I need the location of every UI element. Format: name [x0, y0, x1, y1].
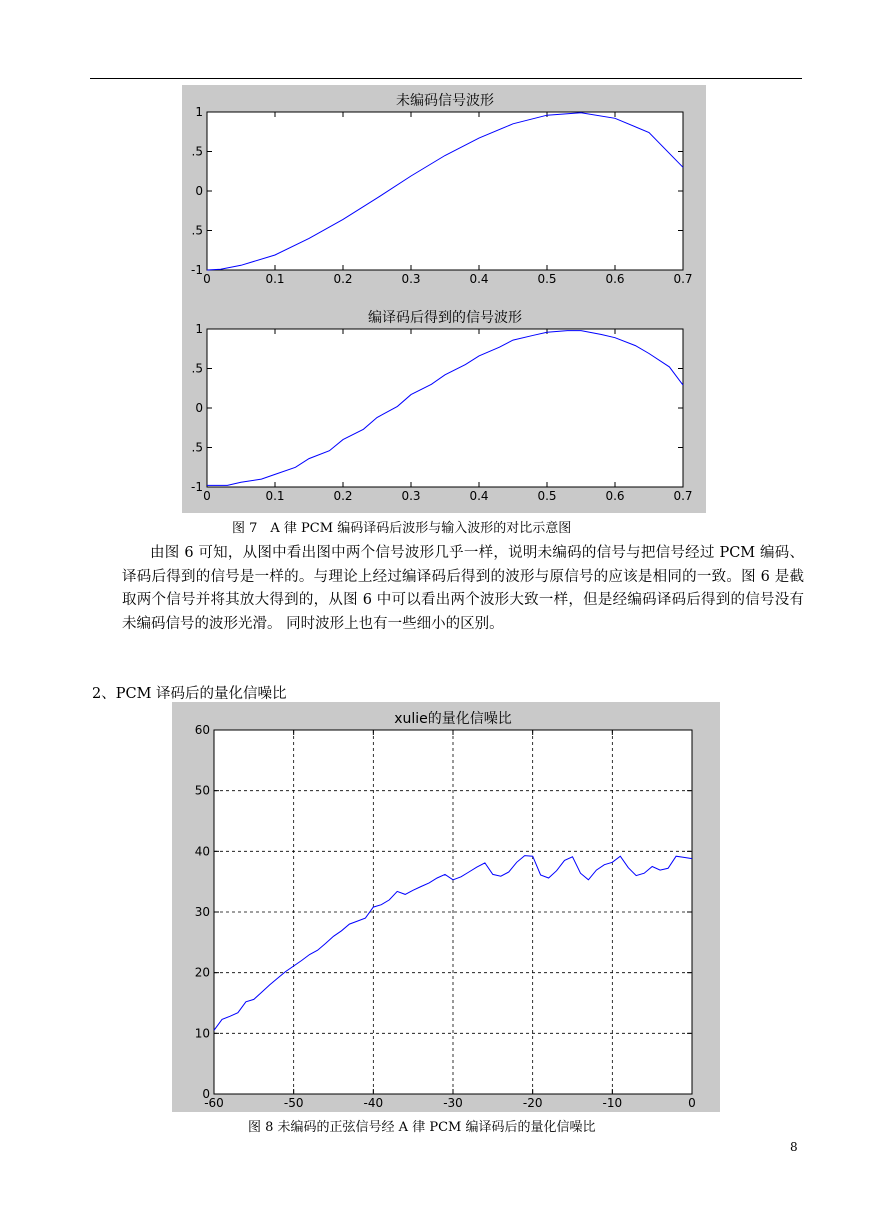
top-plot-y-tick-label: .5: [191, 144, 203, 159]
bottom-plot-y-tick-label: .5: [191, 440, 203, 455]
bottom-plot-y-tick-label: -1: [191, 480, 203, 494]
top-plot-x-tick-label: 0.5: [537, 272, 557, 286]
snr-plot-y-tick-label: 10: [194, 1026, 210, 1041]
bottom-plot-x-tick-label: 0.4: [469, 489, 489, 503]
bottom-plot-x-tick-label: 0.1: [265, 489, 285, 503]
top-plot-x-tick-label: 0.2: [333, 272, 353, 286]
page-number: 8: [790, 1140, 798, 1154]
top-plot-y-tick-label: -1: [191, 263, 203, 277]
paragraph-text: 由图 6 可知，从图中看出图中两个信号波形几乎一样，说明未编码的信号与把信号经过 PCM 编码、译码后得到的信号是一样的。与理论上经过编译码后得到的波形与原信号的应该是相同的一致。图 6 是截取两个信号并将其放大得到的，从图 6 中可以看出两个波形大致一样，但是经编码译码后得到的信号没有未编码信号的波形光滑。 同时波形上也有一些细小的区别。: [122, 545, 804, 632]
top-plot-x-tick-label: 0: [203, 272, 211, 286]
snr-plot-y-tick-label: 0: [202, 1087, 210, 1101]
bottom-plot-plot-area: [207, 329, 683, 487]
snr-plot-y-tick-label: 40: [194, 844, 210, 859]
bottom-plot-x-tick-label: 0.2: [333, 489, 353, 503]
bottom-plot-x-tick-label: 0.3: [401, 489, 421, 503]
figure-7-caption: 图 7 A 律 PCM 编码译码后波形与输入波形的对比示意图: [232, 521, 572, 536]
snr-plot-y-tick-label: 20: [194, 965, 210, 980]
snr-plot-x-tick-label: -30: [443, 1096, 463, 1110]
figure-7-plots: [182, 85, 706, 513]
body-paragraph: [122, 542, 804, 636]
figure-8: [172, 702, 720, 1112]
bottom-plot-y-tick-label: 0: [195, 401, 203, 415]
figure-8-caption: 图 8 未编码的正弦信号经 A 律 PCM 编译码后的量化信噪比: [248, 1120, 596, 1135]
top-plot-x-tick-label: 0.6: [605, 272, 625, 286]
top-plot-x-tick-label: 0.3: [401, 272, 421, 286]
top-plot-plot-area: [207, 112, 683, 270]
snr-plot-title: xulie的量化信噪比: [394, 711, 512, 727]
snr-plot-x-tick-label: -10: [602, 1096, 623, 1110]
bottom-plot-x-tick-label: 0.6: [605, 489, 625, 503]
header-rule: [90, 78, 802, 79]
snr-plot-y-tick-label: 60: [194, 723, 210, 737]
bottom-plot-y-tick-label: 1: [195, 322, 203, 336]
bottom-plot-y-tick-label: .5: [191, 361, 203, 376]
snr-plot-y-tick-label: 50: [194, 783, 210, 798]
figure-8-plot: [172, 702, 720, 1112]
top-plot-y-tick-label: .5: [191, 223, 203, 238]
top-plot-y-tick-label: 1: [195, 105, 203, 119]
top-plot-x-tick-label: 0.7: [673, 272, 693, 286]
section-heading: 2、PCM 译码后的量化信噪比: [92, 686, 287, 702]
top-plot-title: 未编码信号波形: [396, 93, 494, 109]
snr-plot-x-tick-label: 0: [688, 1096, 696, 1110]
snr-plot-x-tick-label: -40: [363, 1096, 384, 1110]
bottom-plot-title: 编译码后得到的信号波形: [368, 310, 522, 326]
snr-plot-x-tick-label: -50: [283, 1096, 304, 1110]
top-plot-y-tick-label: 0: [195, 184, 203, 198]
bottom-plot-x-tick-label: 0.7: [673, 489, 693, 503]
bottom-plot-x-tick-label: 0: [203, 489, 211, 503]
bottom-plot-x-tick-label: 0.5: [537, 489, 557, 503]
top-plot-x-tick-label: 0.4: [469, 272, 489, 286]
snr-plot-x-tick-label: -60: [204, 1096, 224, 1110]
snr-plot-y-tick-label: 30: [194, 905, 210, 919]
figure-7: [182, 85, 706, 513]
snr-plot-x-tick-label: -20: [522, 1096, 543, 1110]
top-plot-x-tick-label: 0.1: [265, 272, 285, 286]
